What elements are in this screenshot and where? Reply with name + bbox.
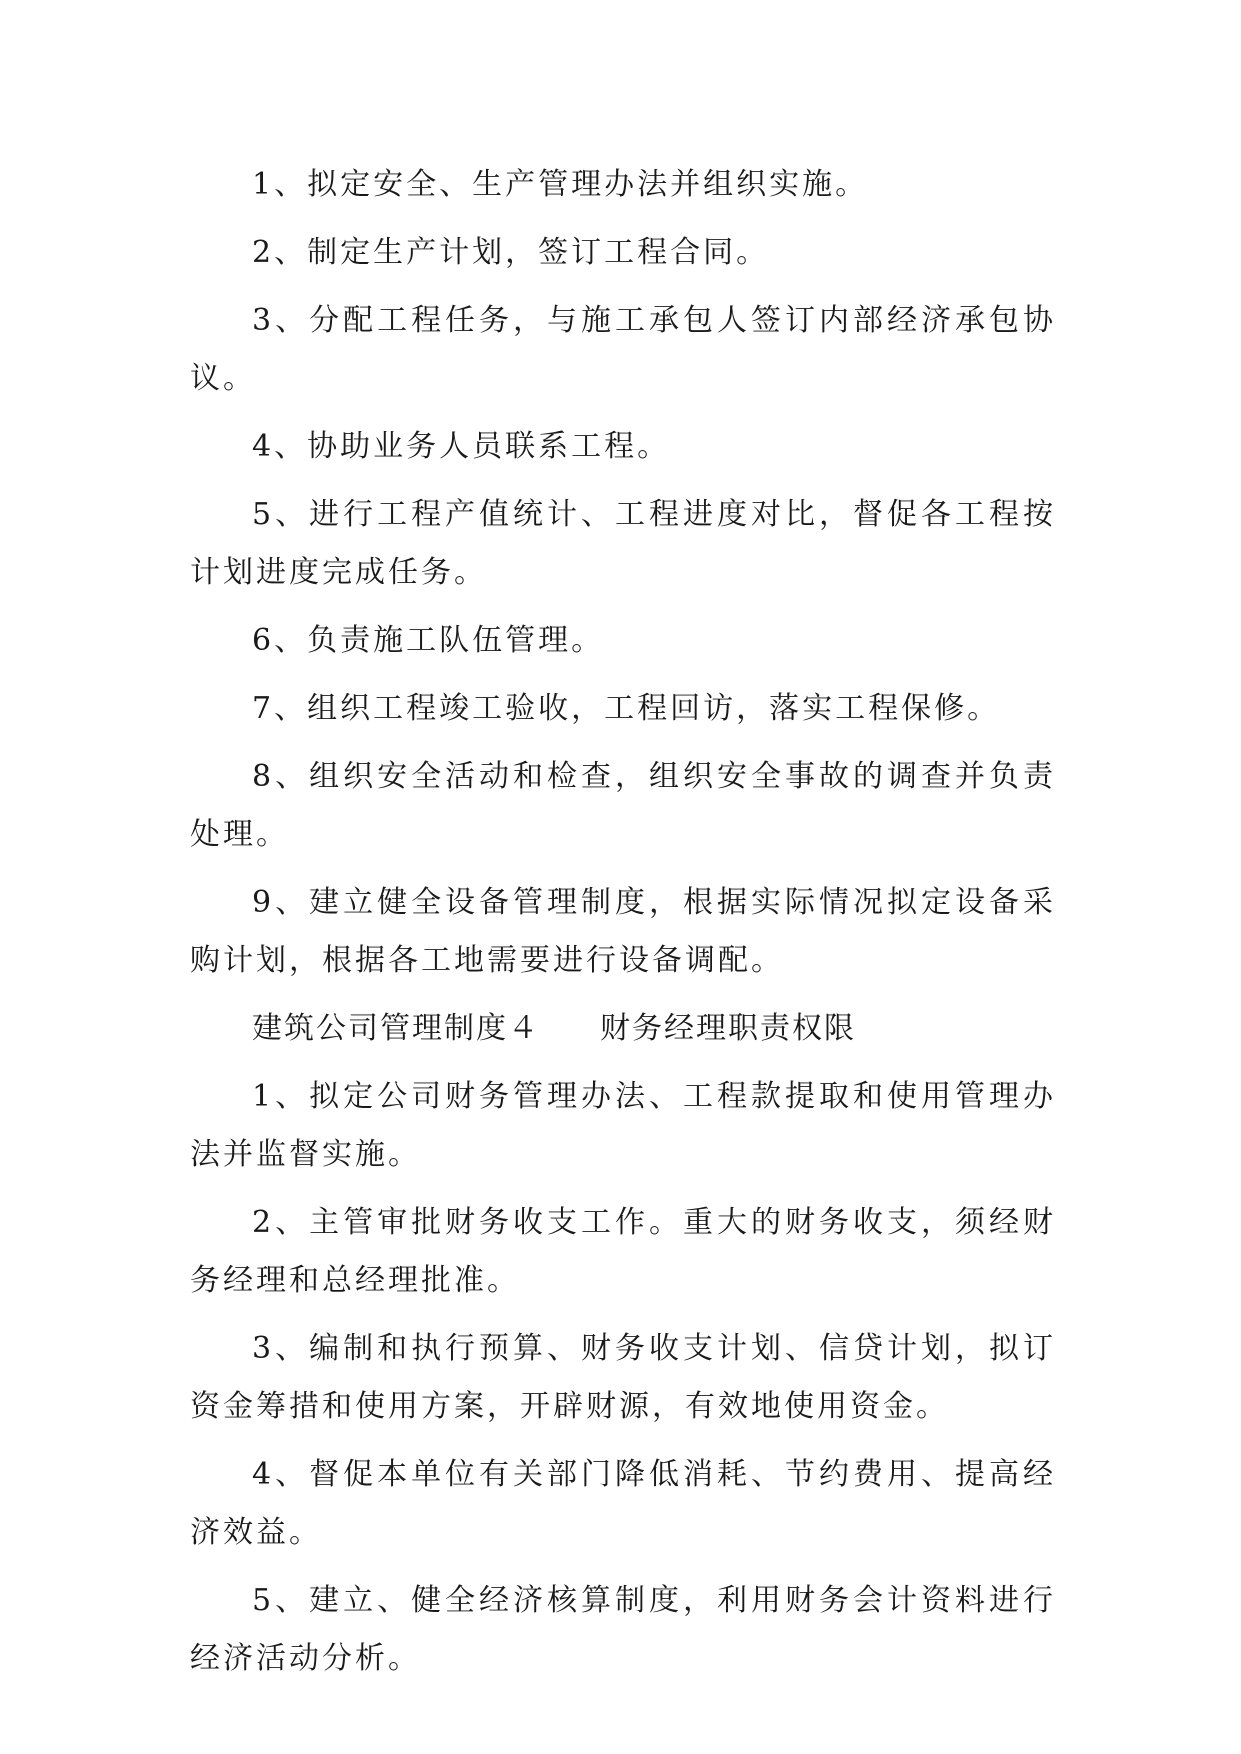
list-item: 4、协助业务人员联系工程。 bbox=[252, 429, 671, 464]
list-item: 9、建立健全设备管理制度，根据实际情况拟定设备采购计划，根据各工地需要进行设备调配。 bbox=[190, 885, 1056, 978]
section-title: 建筑公司管理制度４ bbox=[252, 1011, 540, 1046]
list-item: 5、进行工程产值统计、工程进度对比，督促各工程按计划进度完成任务。 bbox=[190, 497, 1056, 590]
list-item: 5、建立、健全经济核算制度，利用财务会计资料进行经济活动分析。 bbox=[190, 1583, 1056, 1676]
list-item: 7、组织工程竣工验收，工程回访，落实工程保修。 bbox=[252, 691, 1001, 726]
list-item: 1、拟定安全、生产管理办法并组织实施。 bbox=[252, 167, 869, 202]
list-item: 6、负责施工队伍管理。 bbox=[252, 623, 605, 658]
section-heading bbox=[190, 1000, 1056, 1058]
list-item: 2、制定生产计划，签订工程合同。 bbox=[252, 235, 770, 270]
list-item: 3、编制和执行预算、财务收支计划、信贷计划，拟订资金筹措和使用方案，开辟财源，有效地使用资金。 bbox=[190, 1331, 1056, 1424]
section-subtitle: 财务经理职责权限 bbox=[600, 1011, 856, 1046]
list-item: 3、分配工程任务，与施工承包人签订内部经济承包协议。 bbox=[190, 303, 1056, 396]
list-item: 8、组织安全活动和检查，组织安全事故的调查并负责处理。 bbox=[190, 759, 1056, 852]
document-body bbox=[190, 156, 1056, 1698]
list-item: 4、督促本单位有关部门降低消耗、节约费用、提高经济效益。 bbox=[190, 1457, 1056, 1550]
list-item: 1、拟定公司财务管理办法、工程款提取和使用管理办法并监督实施。 bbox=[190, 1079, 1056, 1172]
list-item: 2、主管审批财务收支工作。重大的财务收支，须经财务经理和总经理批准。 bbox=[190, 1205, 1056, 1298]
